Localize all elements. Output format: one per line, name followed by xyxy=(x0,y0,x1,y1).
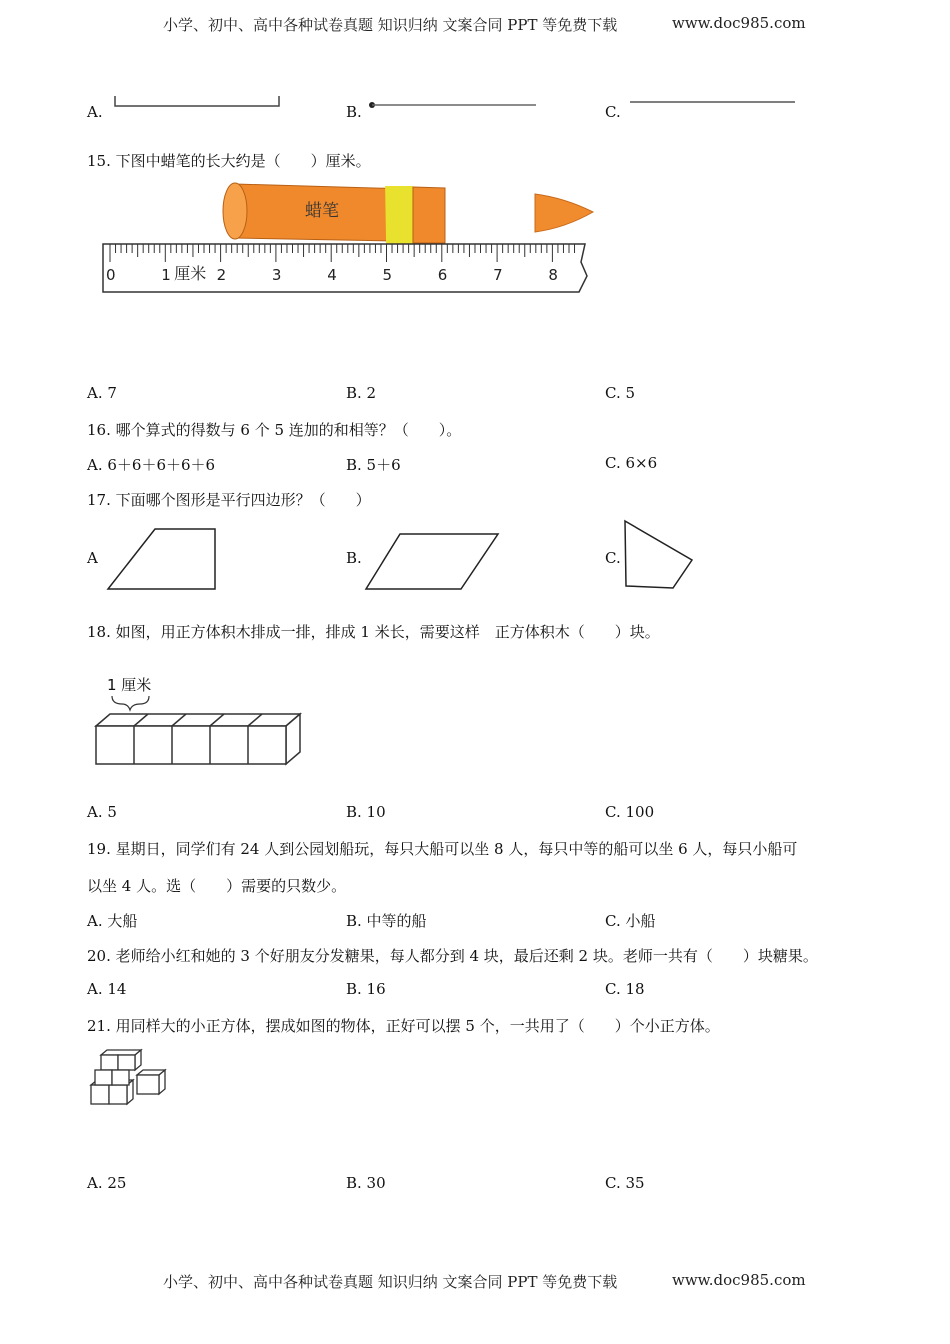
q20-option-c[interactable]: C. 18 xyxy=(605,980,645,998)
ruler-number: 3 xyxy=(271,266,282,284)
q21-question: 21. 用同样大的小正方体，摆成如图的物体，正好可以摆 5 个，一共用了（ ）个小正方体。 xyxy=(87,1017,720,1035)
footer-url[interactable]: www.doc985.com xyxy=(672,1271,806,1289)
q15-question: 15. 下图中蜡笔的长大约是（ ）厘米。 xyxy=(87,152,371,170)
ruler xyxy=(103,244,587,292)
q15-option-c[interactable]: C. 5 xyxy=(605,384,636,402)
q17-shape-quadrilateral xyxy=(622,518,697,593)
q17-shape-trapezoid xyxy=(105,526,220,594)
q17-option-c[interactable]: C. xyxy=(605,549,621,567)
ruler-number: 1 xyxy=(161,266,171,284)
q14-option-c[interactable]: C. xyxy=(605,103,621,121)
q15-option-b[interactable]: B. 2 xyxy=(346,384,377,402)
q14-figure-segment xyxy=(112,94,284,108)
header-url[interactable]: www.doc985.com xyxy=(672,14,806,32)
q14-option-b[interactable]: B. xyxy=(346,103,362,121)
q21-option-c[interactable]: C. 35 xyxy=(605,1174,645,1192)
ruler-number: 4 xyxy=(327,266,337,284)
q15-crayon-ruler-figure xyxy=(95,180,595,300)
q14-figure-ray xyxy=(366,100,538,112)
q19-option-b[interactable]: B. 中等的船 xyxy=(346,912,427,930)
q20-option-b[interactable]: B. 16 xyxy=(346,980,386,998)
header-text: 小学、初中、高中各种试卷真题 知识归纳 文案合同 PPT 等免费下载 xyxy=(163,16,618,34)
q18-cube-row-figure xyxy=(94,692,304,772)
q18-question: 18. 如图，用正方体积木排成一排，排成 1 米长，需要这样 正方体积木（ ）块。 xyxy=(87,623,660,641)
q17-option-b[interactable]: B. xyxy=(346,549,362,567)
q21-option-b[interactable]: B. 30 xyxy=(346,1174,386,1192)
q21-option-a[interactable]: A. 25 xyxy=(87,1174,127,1192)
q18-option-b[interactable]: B. 10 xyxy=(346,803,386,821)
q18-option-a[interactable]: A. 5 xyxy=(87,803,117,821)
ruler-number: 0 xyxy=(106,266,116,284)
q16-option-c[interactable]: C. 6×6 xyxy=(605,454,658,472)
q16-option-a[interactable]: A. 6＋6＋6＋6＋6 xyxy=(87,456,216,474)
q16-question: 16. 哪个算式的得数与 6 个 5 连加的和相等？（ ）。 xyxy=(87,421,462,439)
q19-option-c[interactable]: C. 小船 xyxy=(605,912,656,930)
q14-option-a[interactable]: A. xyxy=(87,103,103,121)
q19-question-line2: 以坐 4 人。选（ ）需要的只数少。 xyxy=(87,877,347,895)
q20-question: 20. 老师给小红和她的 3 个好朋友分发糖果，每人都分到 4 块，最后还剩 2 块。老师一共有（ ）块糖果。 xyxy=(87,947,818,965)
cube-label: 1 厘米 xyxy=(107,676,152,694)
q17-question: 17. 下面哪个图形是平行四边形？（ ） xyxy=(87,491,371,509)
q18-option-c[interactable]: C. 100 xyxy=(605,803,655,821)
q19-option-a[interactable]: A. 大船 xyxy=(87,912,138,930)
q14-figure-line xyxy=(628,98,798,106)
q15-option-a[interactable]: A. 7 xyxy=(87,384,117,402)
ruler-number: 6 xyxy=(437,266,448,284)
q17-option-a[interactable]: A xyxy=(87,549,98,567)
q20-option-a[interactable]: A. 14 xyxy=(87,980,127,998)
q19-question-line1: 19. 星期日，同学们有 24 人到公园划船玩，每只大船可以坐 8 人，每只中等的船可以坐 6 人，每只小船可 xyxy=(87,840,798,858)
q21-cube-stack-figure xyxy=(87,1047,172,1109)
q16-option-b[interactable]: B. 5＋6 xyxy=(346,456,401,474)
ruler-unit: 厘米 xyxy=(174,264,207,283)
q17-shape-parallelogram xyxy=(363,531,503,593)
ruler-number: 8 xyxy=(548,266,558,284)
crayon-image xyxy=(223,183,593,244)
footer-text: 小学、初中、高中各种试卷真题 知识归纳 文案合同 PPT 等免费下载 xyxy=(163,1273,618,1291)
ruler-number: 7 xyxy=(493,266,503,284)
ruler-number: 2 xyxy=(216,266,227,284)
crayon-label: 蜡笔 xyxy=(305,201,339,221)
ruler-number: 5 xyxy=(382,266,393,284)
